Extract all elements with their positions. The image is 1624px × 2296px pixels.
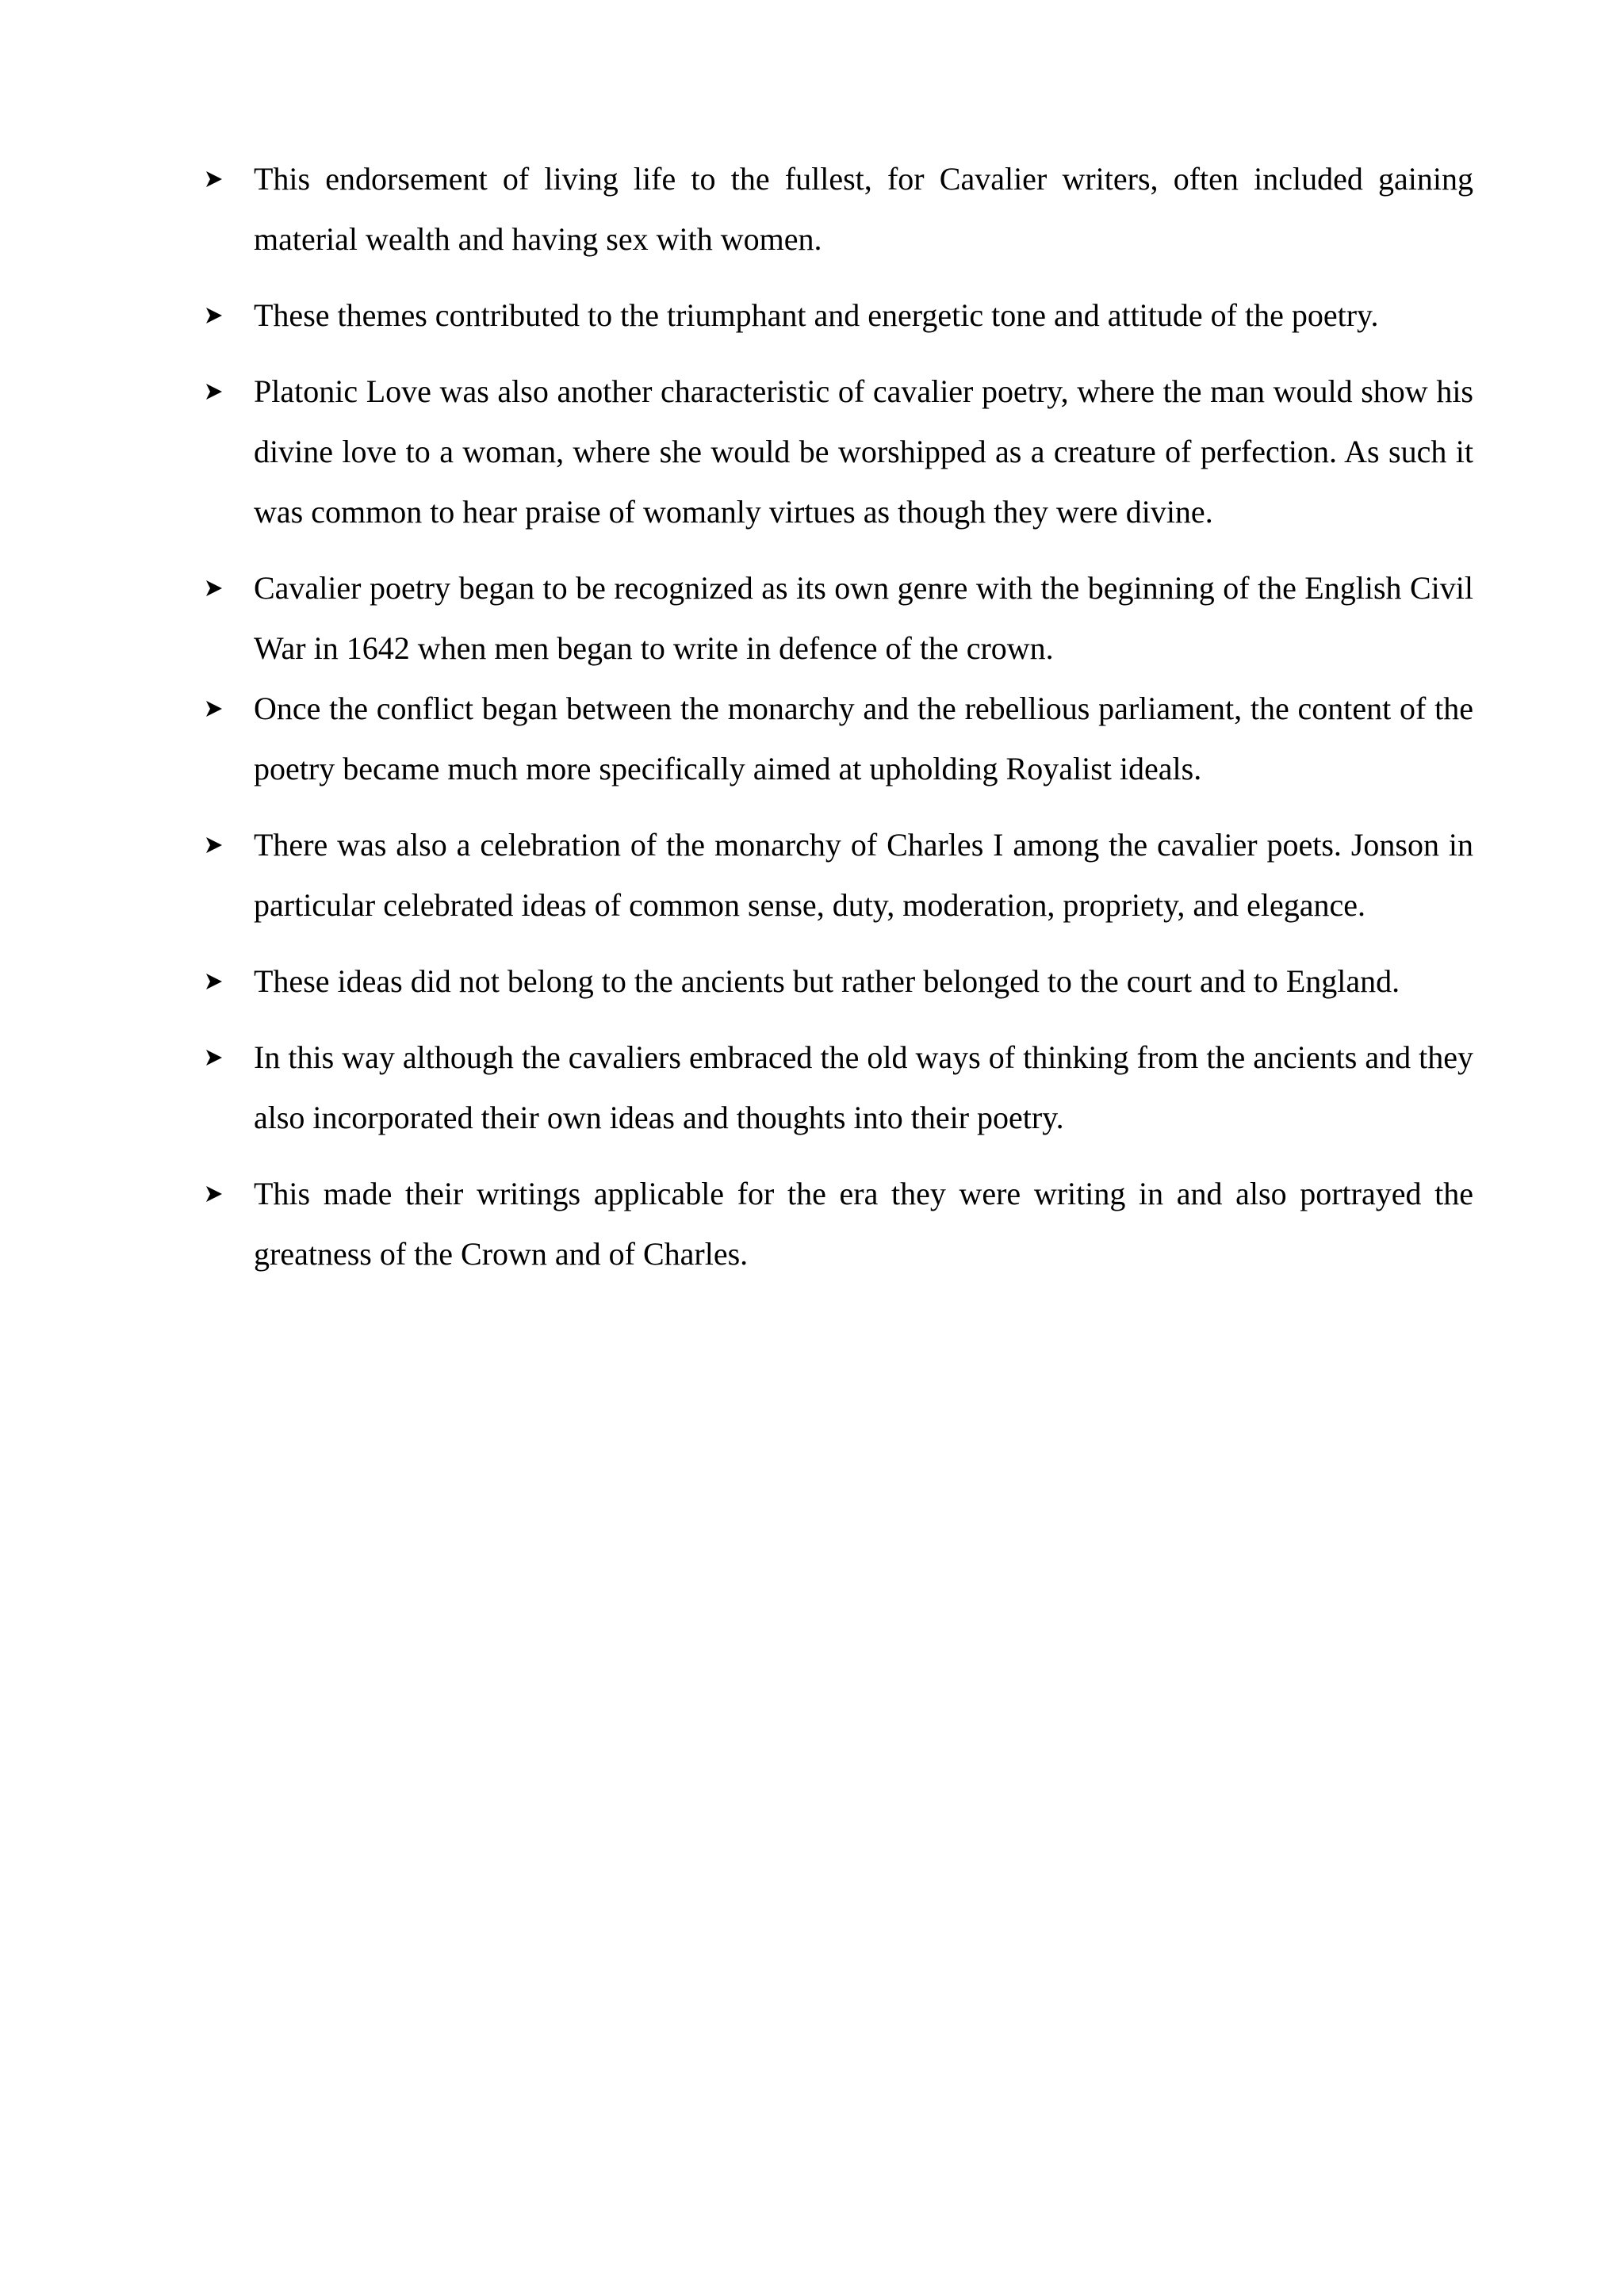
list-item	[205, 558, 1473, 679]
list-item-text: There was also a celebration of the monarchy of Charles I among the cavalier poets. Jonson in particular celebrated ideas of common sense, duty, moderation, propriety, and elegance.	[254, 827, 1473, 923]
arrowhead-bullet-icon	[205, 972, 224, 991]
arrowhead-bullet-icon	[205, 579, 224, 598]
list-item	[205, 362, 1473, 542]
list-item-text: These ideas did not belong to the ancients but rather belonged to the court and to England.	[254, 963, 1400, 999]
list-item-text: In this way although the cavaliers embraced the old ways of thinking from the ancients and they also incorporated their own ideas and thoughts into their poetry.	[254, 1039, 1473, 1135]
list-item	[205, 679, 1473, 799]
bullet-list	[205, 149, 1473, 1284]
list-item-text: Cavalier poetry began to be recognized as its own genre with the beginning of the English Civil War in 1642 when men began to write in defence of the crown.	[254, 570, 1473, 666]
list-item	[205, 951, 1473, 1012]
list-item-text: Platonic Love was also another characteristic of cavalier poetry, where the man would show his divine love to a woman, where she would be worshipped as a creature of perfection. As such it was common to hear praise of womanly virtues as though they were divine.	[254, 373, 1473, 530]
list-item-text: Once the conflict began between the monarchy and the rebellious parliament, the content of the poetry became much more specifically aimed at upholding Royalist ideals.	[254, 691, 1473, 786]
arrowhead-bullet-icon	[205, 170, 224, 189]
list-item-text: These themes contributed to the triumphant and energetic tone and attitude of the poetry.	[254, 297, 1379, 333]
list-item-text: This endorsement of living life to the fullest, for Cavalier writers, often included gaining material wealth and having sex with women.	[254, 161, 1473, 257]
arrowhead-bullet-icon	[205, 1184, 224, 1203]
list-item	[205, 149, 1473, 270]
list-item	[205, 1164, 1473, 1284]
arrowhead-bullet-icon	[205, 382, 224, 401]
arrowhead-bullet-icon	[205, 306, 224, 325]
list-item	[205, 815, 1473, 936]
list-item	[205, 1027, 1473, 1148]
arrowhead-bullet-icon	[205, 1048, 224, 1067]
list-item	[205, 285, 1473, 346]
arrowhead-bullet-icon	[205, 836, 224, 855]
arrowhead-bullet-icon	[205, 699, 224, 718]
list-item-text: This made their writings applicable for the era they were writing in and also portrayed the greatness of the Crown and of Charles.	[254, 1176, 1473, 1272]
